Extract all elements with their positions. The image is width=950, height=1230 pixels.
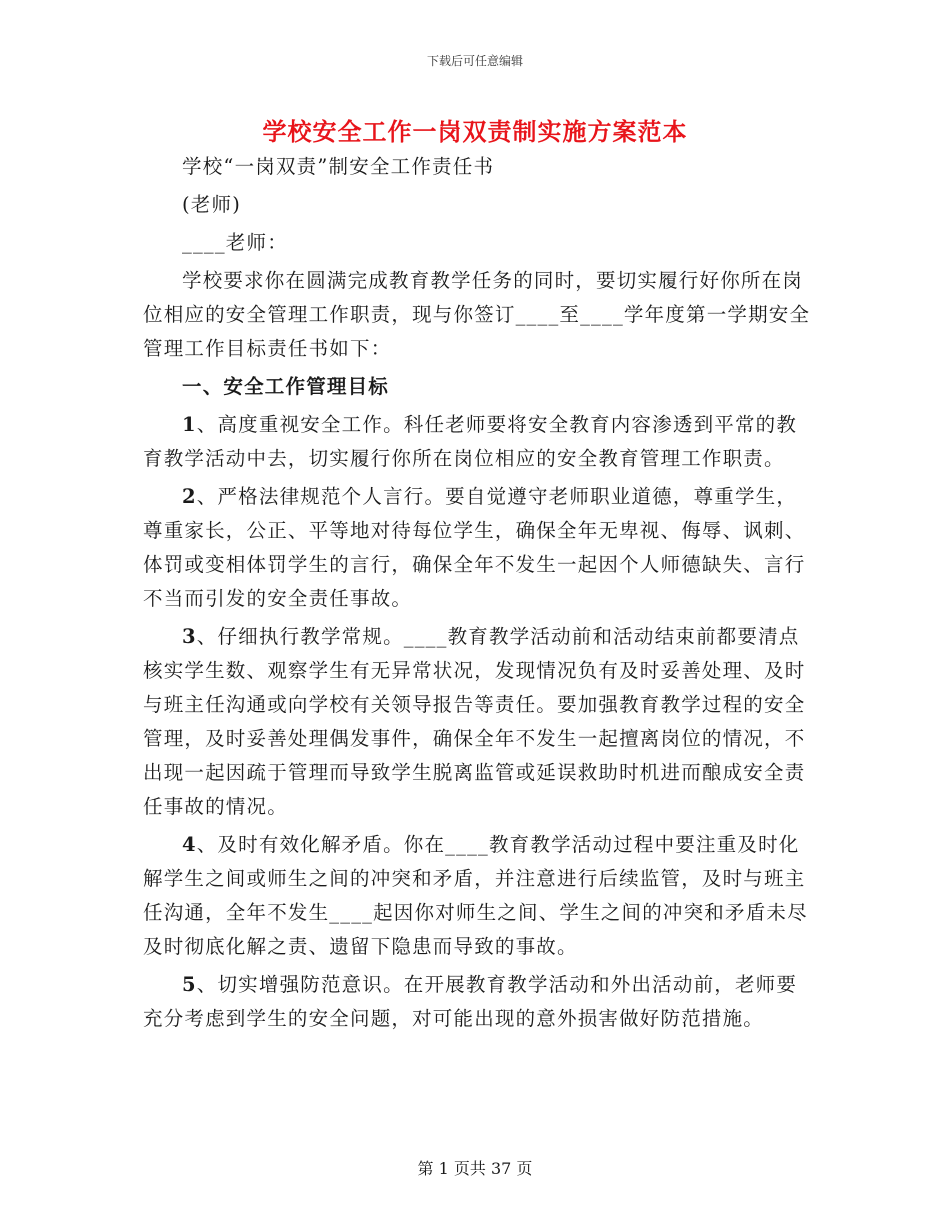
list-item [143,620,815,824]
item-number: 1 [182,413,197,436]
section-heading: 一、安全工作管理目标 [182,375,390,398]
item-number: 5 [182,973,197,996]
item-text: 、仔细执行教学常规。____教育教学活动前和活动结束前都要清点核实学生数、观察学生有无异常状况，发现情况负有及时妥善处理、及时与班主任沟通或向学校有关领导报告等责任。要加强教育教学过程的安全管理，及时妥善处理偶发事件，确保全年不发生一起擅离岗位的情况，不出现一起因疏于管理而导致学生脱离监管或延误救助时机进而酿成安全责任事故的情况。 [143,625,806,818]
item-number: 2 [182,485,197,508]
salutation-line: ____老师： [182,231,288,254]
list-item [143,828,815,964]
item-text: 、切实增强防范意识。在开展教育教学活动和外出活动前，老师要充分考虑到学生的安全问题，对可能出现的意外损害做好防范措施。 [143,973,798,1030]
item-text: 、及时有效化解矛盾。你在____教育教学活动过程中要注重及时化解学生之间或师生之间的冲突和矛盾，并注意进行后续监管，及时与班主任沟通，全年不发生____起因你对师生之间、学生之间的冲突和矛盾未尽及时彻底化解之责、遗留下隐患而导致的事故。 [143,833,808,958]
item-number: 4 [182,833,197,856]
item-number: 3 [182,625,197,648]
document-body [143,150,815,1036]
document-subtitle: 学校“一岗双责”制安全工作责任书 [182,155,495,178]
document-title: 学校安全工作一岗双责制实施方案范本 [262,117,688,146]
page-header-note: 下载后可任意编辑 [426,54,523,68]
list-item [143,968,815,1036]
item-text: 、高度重视安全工作。科任老师要将安全教育内容渗透到平常的教育教学活动中去，切实履行你所在岗位相应的安全教育管理工作职责。 [143,413,798,470]
page-number-footer: 第 1 页共 37 页 [417,1159,533,1178]
list-item [143,480,815,616]
intro-paragraph: 学校要求你在圆满完成教育教学任务的同时，要切实履行好你所在岗位相应的安全管理工作职责，现与你签订____至____学年度第一学期安全管理工作目标责任书如下： [143,269,811,360]
item-text: 、严格法律规范个人言行。要自觉遵守老师职业道德，尊重学生，尊重家长，公正、平等地对待每位学生，确保全年无卑视、侮辱、讽刺、体罚或变相体罚学生的言行，确保全年不发生一起因个人师德缺失、言行不当而引发的安全责任事故。 [143,485,806,610]
role-line: (老师) [182,193,242,216]
list-item [143,408,815,476]
